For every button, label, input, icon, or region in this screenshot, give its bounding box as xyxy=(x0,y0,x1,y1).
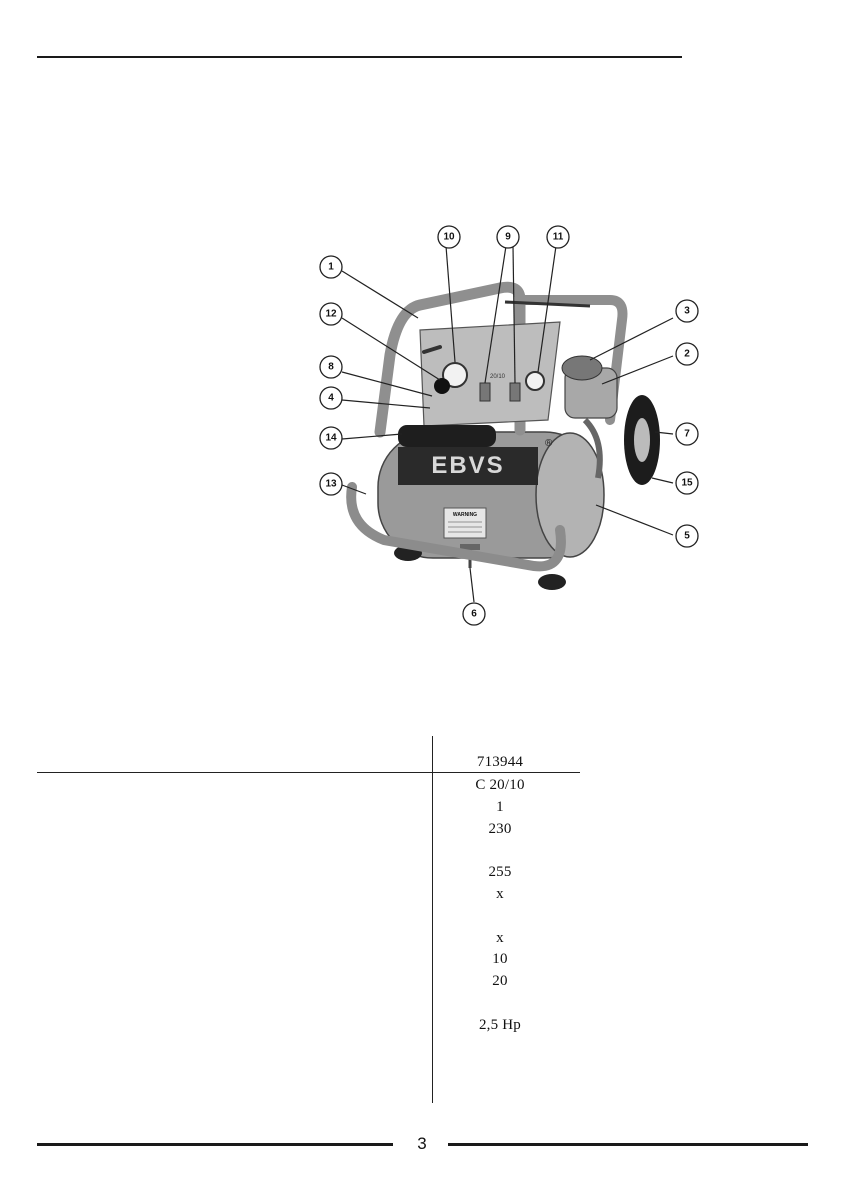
callout-8 xyxy=(320,356,342,378)
spec-value-phase: 1 xyxy=(496,799,504,815)
svg-text:9: 9 xyxy=(505,231,511,243)
table-column-divider xyxy=(432,736,433,1103)
pressure-regulator-knob xyxy=(434,378,450,394)
compressor-illustration xyxy=(300,215,720,635)
callout-3 xyxy=(676,300,698,322)
callout-9 xyxy=(497,226,519,248)
callout-10 xyxy=(438,226,460,248)
callout-2 xyxy=(676,343,698,365)
svg-text:4: 4 xyxy=(328,392,334,404)
svg-text:11: 11 xyxy=(552,231,564,243)
svg-text:7: 7 xyxy=(684,428,690,440)
outlet-pressure-gauge xyxy=(526,372,544,390)
spec-value-mark-1: x xyxy=(496,886,504,902)
svg-text:10: 10 xyxy=(443,231,455,243)
callout-7 xyxy=(676,423,698,445)
table-header-article-number: 713944 xyxy=(476,754,524,770)
spec-value-intake: 255 xyxy=(488,864,512,880)
callout-11 xyxy=(547,226,569,248)
spec-value-motor-power: 2,5 Hp xyxy=(478,1017,522,1033)
svg-text:14: 14 xyxy=(325,432,337,444)
spec-value-pressure: 10 xyxy=(492,951,508,967)
svg-text:8: 8 xyxy=(328,361,334,373)
footer-rule-right xyxy=(448,1143,808,1146)
svg-text:3: 3 xyxy=(684,305,690,317)
spec-value-voltage: 230 xyxy=(488,821,512,837)
svg-text:1: 1 xyxy=(328,261,334,273)
warning-label: WARNING xyxy=(452,512,478,518)
registered-mark: ® xyxy=(545,438,553,449)
spec-value-mark-2: x xyxy=(496,930,504,946)
svg-text:2: 2 xyxy=(684,348,690,360)
footer-rule-left xyxy=(37,1143,393,1146)
callout-5 xyxy=(676,525,698,547)
callout-15 xyxy=(676,472,698,494)
svg-text:12: 12 xyxy=(325,308,337,320)
spec-value-model: C 20/10 xyxy=(475,777,525,793)
callout-4 xyxy=(320,387,342,409)
spec-value-tank-volume: 20 xyxy=(492,973,508,989)
callout-14 xyxy=(320,427,342,449)
svg-text:13: 13 xyxy=(325,478,337,490)
svg-text:EBVS: EBVS xyxy=(431,452,505,479)
callout-6 xyxy=(463,603,485,625)
svg-text:6: 6 xyxy=(471,608,477,620)
top-rule xyxy=(37,56,682,58)
carry-handle-grip xyxy=(398,425,496,447)
table-header-rule xyxy=(37,772,580,773)
callout-13 xyxy=(320,473,342,495)
svg-text:15: 15 xyxy=(681,477,693,489)
page-number: 3 xyxy=(417,1134,427,1153)
callout-12 xyxy=(320,303,342,325)
svg-text:5: 5 xyxy=(684,530,690,542)
callout-1 xyxy=(320,256,342,278)
panel-model-text: 20/10 xyxy=(490,374,506,380)
